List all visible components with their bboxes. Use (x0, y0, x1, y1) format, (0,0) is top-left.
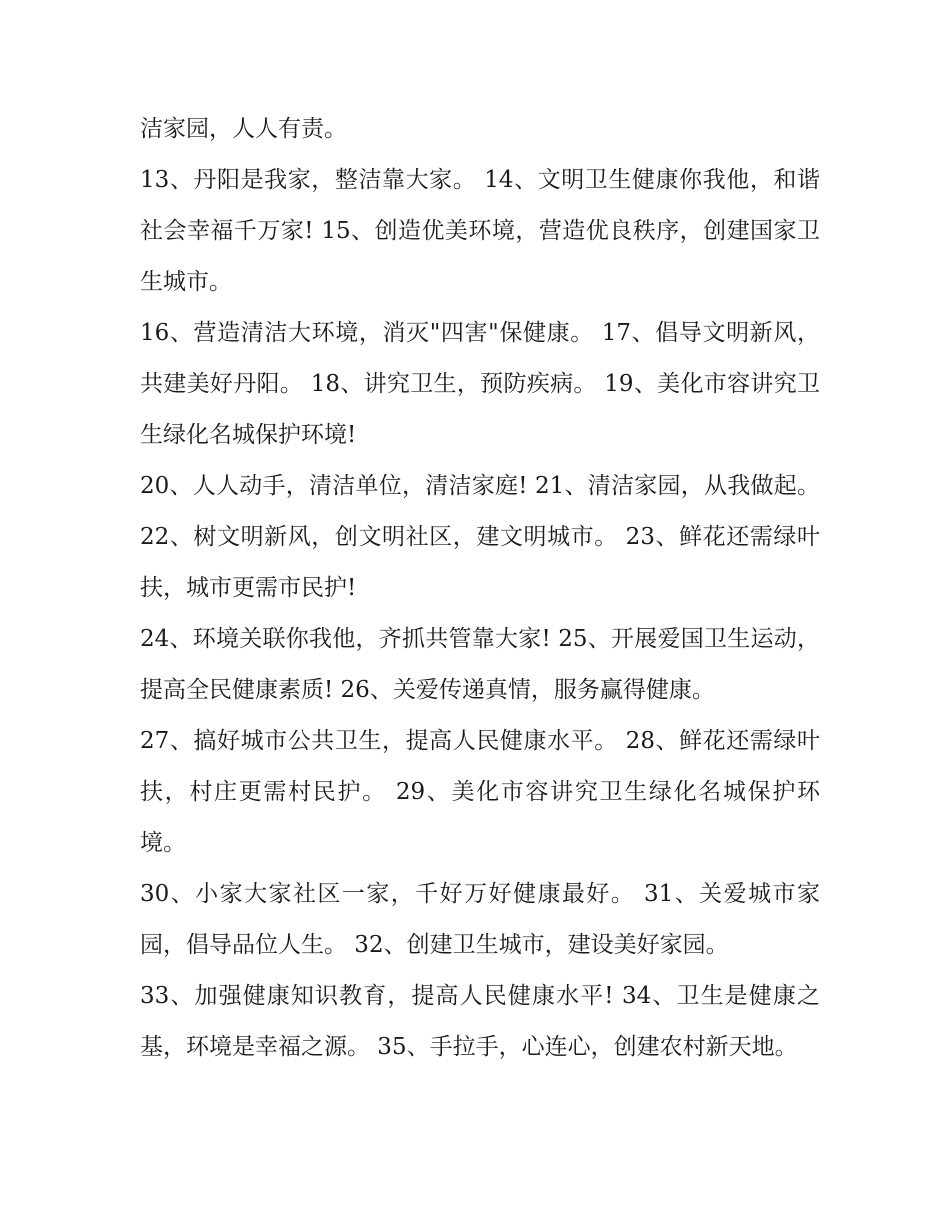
paragraph-slogans-16-19: 16、营造清洁大环境，消灭"四害"保健康。 17、倡导文明新风，共建美好丹阳。 18、讲究卫生，预防疾病。 19、美化市容讲究卫生绿化名城保护环境! (140, 320, 820, 448)
paragraph-slogans-27-29: 27、搞好城市公共卫生，提高人民健康水平。 28、鲜花还需绿叶扶，村庄更需村民护。 29、美化市容讲究卫生绿化名城保护环境。 (140, 728, 820, 856)
paragraph-slogans-30-32: 30、小家大家社区一家，千好万好健康最好。 31、关爱城市家园，倡导品位人生。 32、创建卫生城市，建设美好家园。 (140, 881, 820, 958)
document-body (140, 104, 820, 1073)
paragraph-slogans-33-35: 33、加强健康知识教育，提高人民健康水平! 34、卫生是健康之基，环境是幸福之源。 35、手拉手，心连心，创建农村新天地。 (140, 983, 820, 1060)
paragraph-slogans-20-23: 20、人人动手，清洁单位，清洁家庭! 21、清洁家园，从我做起。 22、树文明新风，创文明社区，建文明城市。 23、鲜花还需绿叶扶，城市更需市民护! (140, 473, 820, 601)
paragraph-slogans-24-26: 24、环境关联你我他，齐抓共管靠大家! 25、开展爱国卫生运动，提高全民健康素质! 26、关爱传递真情，服务赢得健康。 (140, 626, 820, 703)
paragraph-slogans-13-15: 13、丹阳是我家，整洁靠大家。 14、文明卫生健康你我他，和谐社会幸福千万家! 15、创造优美环境，营造优良秩序，创建国家卫生城市。 (140, 167, 820, 295)
paragraph-continuation: 洁家园，人人有责。 (140, 116, 347, 142)
